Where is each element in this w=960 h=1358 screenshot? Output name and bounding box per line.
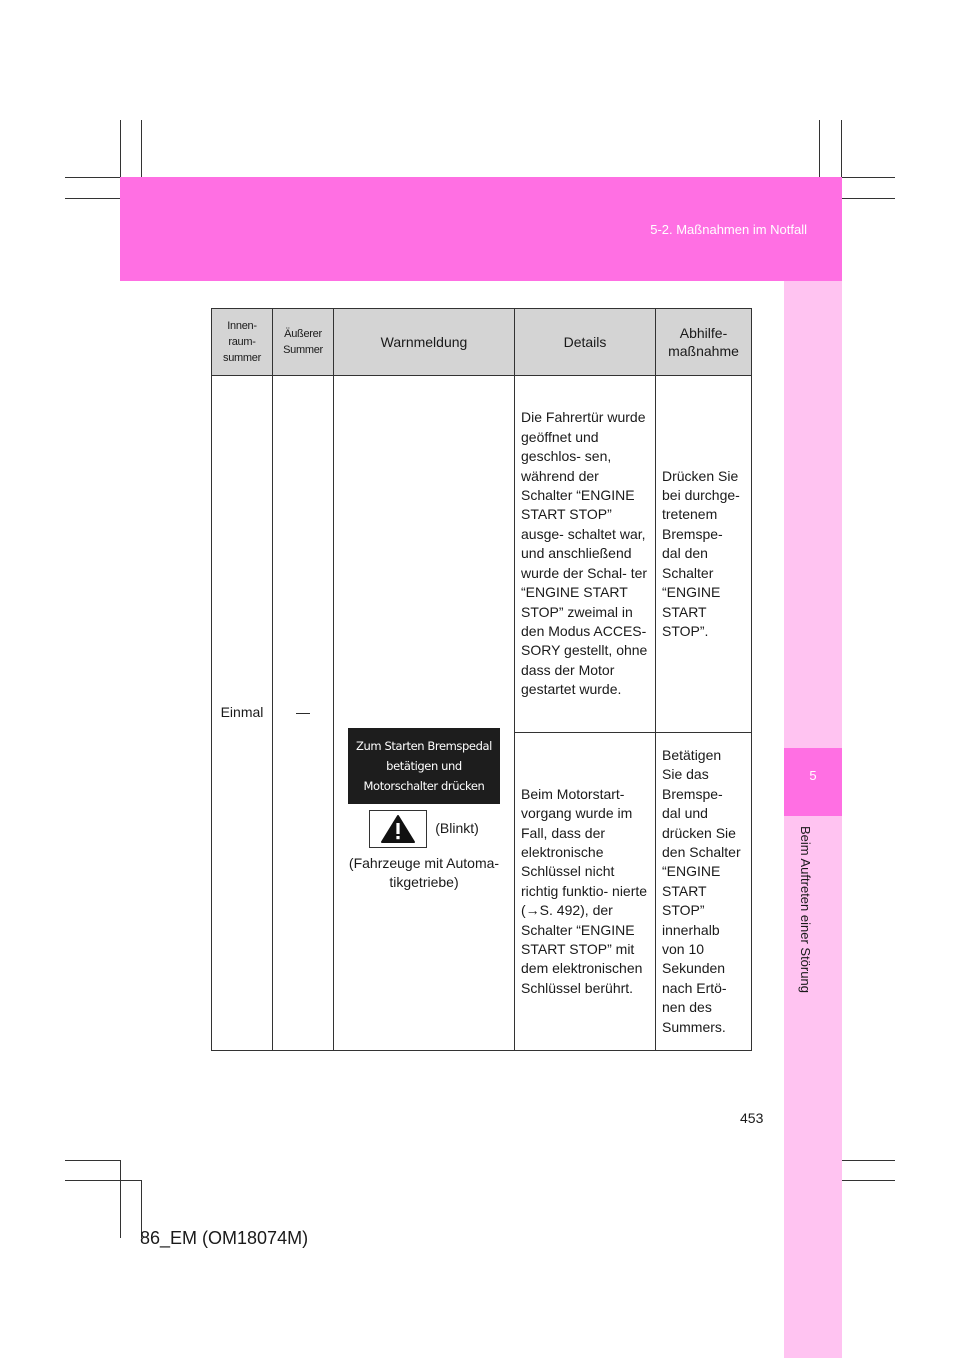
details-cell: Die Fahrertür wurde geöffnet und geschlos- sen, während der Schalter “ENGINE START STOP” ausge- schaltet war, und anschließend wurde der Schal- ter “ENGINE START STOP” zweimal in den Modus ACCES- SORY gestellt, ohne dass der Motor gestartet wurde. bbox=[515, 376, 656, 733]
crop-mark bbox=[841, 1160, 895, 1161]
document-code: 86_EM (OM18074M) bbox=[140, 1228, 309, 1248]
blink-indicator bbox=[340, 810, 508, 848]
blink-label: (Blinkt) bbox=[435, 819, 479, 836]
crop-mark bbox=[65, 1160, 121, 1161]
interior-buzzer-cell: Einmal bbox=[212, 376, 273, 1051]
header-exterior-buzzer: Äußerer Summer bbox=[273, 309, 334, 376]
warning-table bbox=[211, 308, 752, 1051]
header-details: Details bbox=[515, 309, 656, 376]
warning-display bbox=[348, 728, 500, 804]
header-interior-buzzer: Innen- raum- summer bbox=[212, 309, 273, 376]
details-cell: Beim Motorstart- vorgang wurde im Fall, dass der elektronische Schlüssel nicht richtig funktio- nierte (→S. 492), der Schalter “ENGINE START STOP” mit dem elektronischen Schlüssel berührt. bbox=[515, 733, 656, 1051]
chapter-title: Beim Auftreten einer Störung bbox=[798, 826, 813, 993]
crop-mark bbox=[65, 198, 121, 199]
section-title: 5-2. Maßnahmen im Notfall bbox=[650, 222, 807, 237]
side-strip bbox=[784, 281, 842, 1358]
crop-mark bbox=[841, 198, 895, 199]
crop-mark bbox=[65, 1180, 141, 1181]
header-warning-message: Warnmeldung bbox=[334, 309, 515, 376]
exterior-buzzer-cell: — bbox=[273, 376, 334, 1051]
header-remedy: Abhilfe- maßnahme bbox=[656, 309, 752, 376]
warning-triangle-icon bbox=[369, 810, 427, 848]
warning-message-cell bbox=[334, 376, 515, 1051]
chapter-number: 5 bbox=[809, 768, 817, 783]
crop-mark bbox=[141, 120, 142, 178]
crop-mark bbox=[120, 1160, 121, 1238]
crop-mark bbox=[819, 120, 820, 178]
remedy-cell: Betätigen Sie das Bremspe- dal und drücken Sie den Schalter “ENGINE START STOP” innerhalb von 10 Sekunden nach Ertö- nen des Summers. bbox=[656, 733, 752, 1051]
transmission-note: (Fahrzeuge mit Automa- tikgetriebe) bbox=[348, 854, 500, 890]
remedy-cell: Drücken Sie bei durchge- tretenem Bremspe- dal den Schalter “ENGINE START STOP”. bbox=[656, 376, 752, 733]
table-header-row bbox=[212, 309, 752, 376]
table-row bbox=[212, 376, 752, 733]
warning-display-text: Zum Starten Bremspedal betätigen und Motorschalter drücken bbox=[356, 738, 492, 793]
page-number: 453 bbox=[740, 1110, 764, 1126]
